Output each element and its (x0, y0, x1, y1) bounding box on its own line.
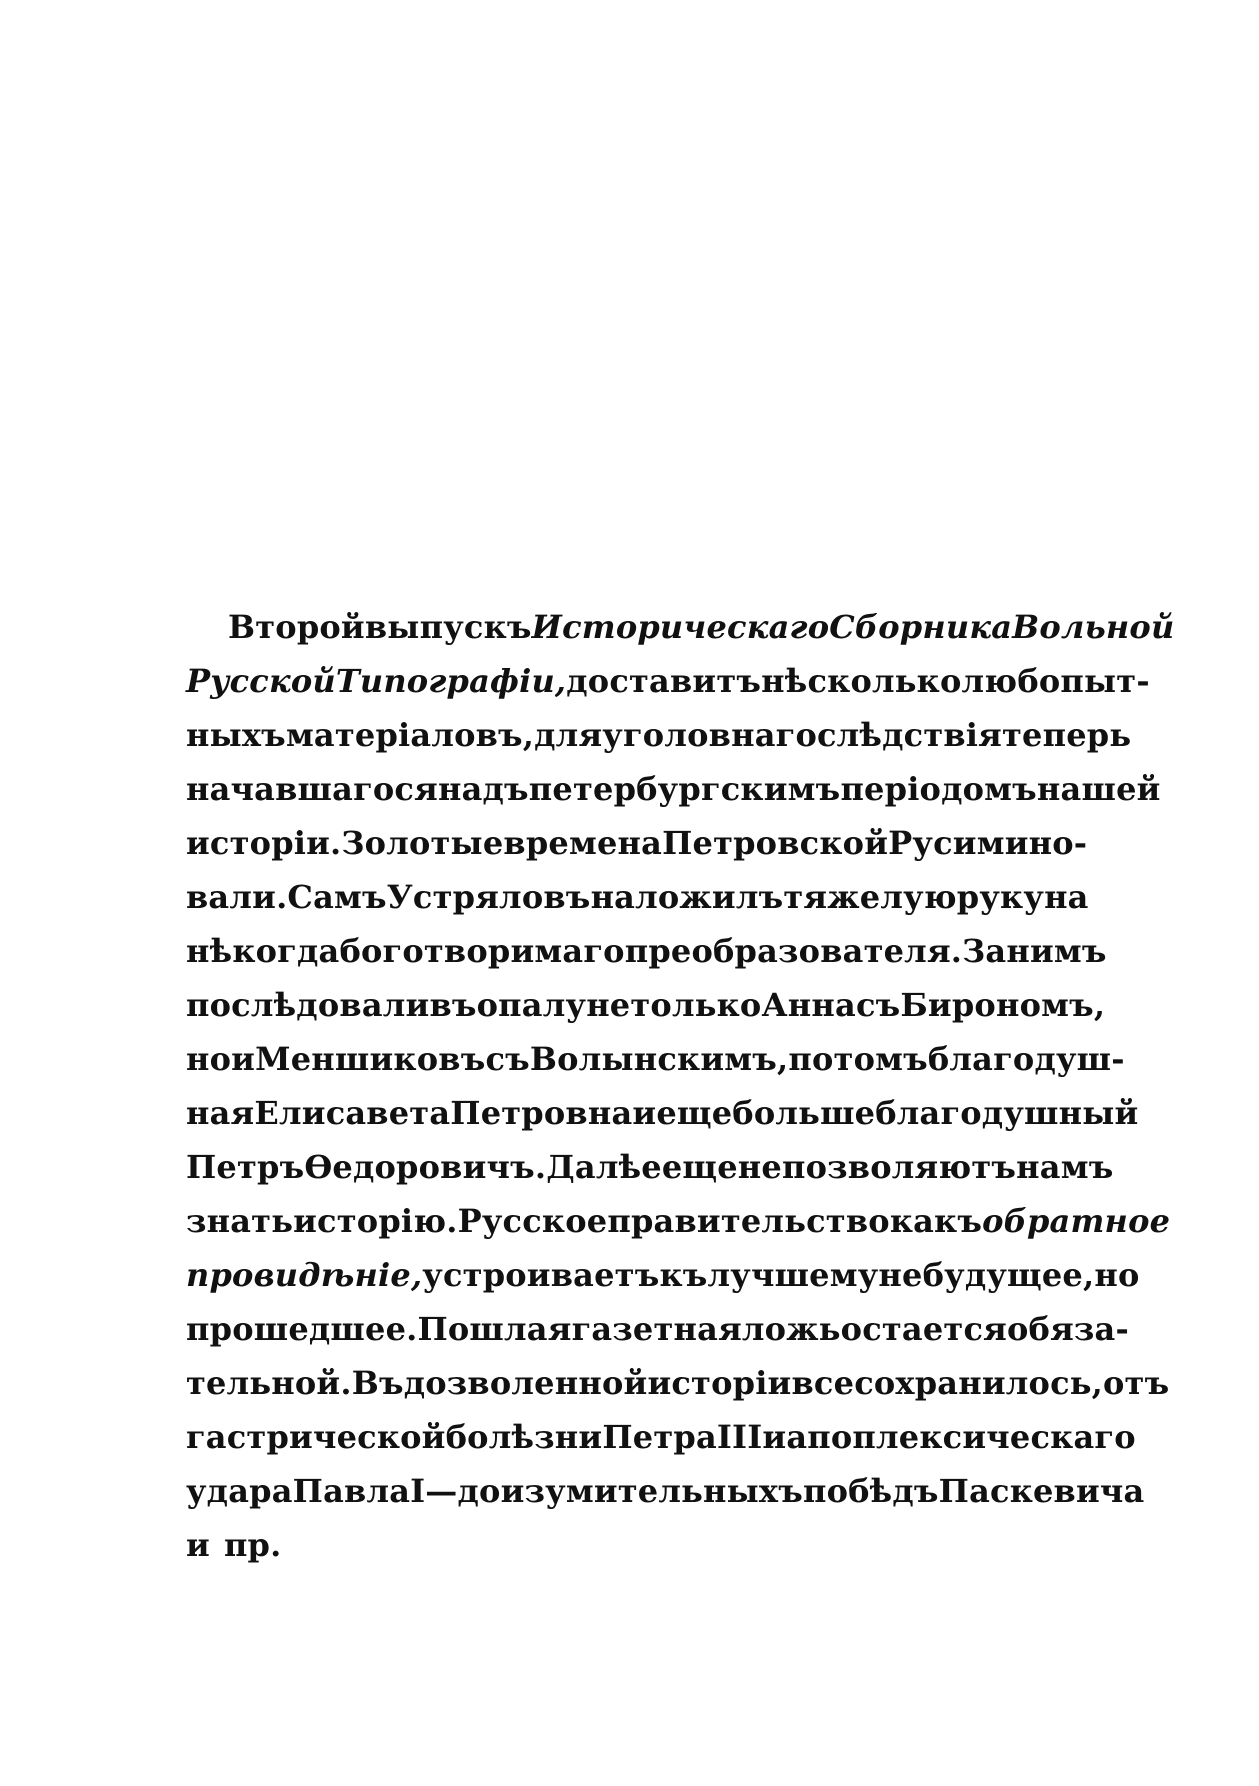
italic-word: Вольной (1012, 608, 1175, 646)
word: періодомъ (840, 770, 1037, 808)
italic-word: обратное (982, 1202, 1171, 1240)
word: какъ (889, 1202, 983, 1240)
word: не (737, 1148, 782, 1186)
text-line (186, 1302, 1129, 1356)
word: Пошлая (417, 1310, 572, 1348)
word: апоплексическаго (786, 1418, 1136, 1456)
word: Самъ (287, 878, 387, 916)
word: Ѳедоровичъ. (304, 1148, 547, 1186)
word: въ (429, 986, 477, 1024)
word: нашей (1036, 770, 1161, 808)
italic-word: Типографіи, (335, 662, 567, 700)
italic-word: Историческаго (531, 608, 830, 646)
word: нѣсколько (761, 662, 962, 700)
word: обяза- (1006, 1310, 1129, 1348)
word: Далѣе (546, 1148, 662, 1186)
word: нимъ (1006, 932, 1107, 970)
text-line (186, 708, 1132, 762)
italic-word: Сборника (829, 608, 1013, 646)
word: и (186, 1526, 210, 1564)
word: Въ (351, 1364, 404, 1402)
word: ложь (741, 1310, 841, 1348)
word: матеріаловъ, (285, 716, 535, 754)
word: но (1094, 1256, 1140, 1294)
word: потомъ (788, 1040, 928, 1078)
italic-word: провидѣніе, (186, 1256, 423, 1294)
word: еще (661, 1148, 738, 1186)
word: Паскевича (938, 1472, 1145, 1510)
word: боготворимаго (339, 932, 625, 970)
word: побѣдъ (802, 1472, 939, 1510)
word: прошедшее. (186, 1310, 418, 1348)
text-line (186, 654, 1150, 708)
word: Второй (228, 608, 365, 646)
word: намъ (1016, 1148, 1114, 1186)
word: газетная (571, 1310, 742, 1348)
word: устроиваетъ (422, 1256, 660, 1294)
word: руку (956, 878, 1045, 916)
word: Меншиковъ (255, 1040, 486, 1078)
text-line (186, 870, 1089, 924)
text-line (186, 1356, 1170, 1410)
word: исторію. (293, 1202, 458, 1240)
word: Бирономъ, (900, 986, 1106, 1024)
italic-word: Русской (186, 662, 336, 700)
word: Золотые (341, 824, 504, 862)
word: ныхъ (186, 716, 286, 754)
word: позволяютъ (781, 1148, 1017, 1186)
word: доставитъ (566, 662, 762, 700)
word: опалу (476, 986, 587, 1024)
word: и (231, 1040, 256, 1078)
word: начавшагося (186, 770, 438, 808)
word: вали. (186, 878, 288, 916)
text-line (186, 762, 1161, 816)
word: отъ (1103, 1364, 1170, 1402)
word: не (878, 1256, 923, 1294)
word: ная (186, 1094, 255, 1132)
word: Петра (602, 1418, 717, 1456)
word: съ (855, 986, 901, 1024)
word: тяжелую (783, 878, 957, 916)
word: правительство (607, 1202, 890, 1240)
text-line (186, 1140, 1114, 1194)
word: будущее, (922, 1256, 1095, 1294)
text-line (186, 924, 1107, 978)
word: и (762, 1418, 787, 1456)
word: изумительныхъ (500, 1472, 803, 1510)
word: сохранилось, (854, 1364, 1104, 1402)
word: времена (503, 824, 663, 862)
word: остается (840, 1310, 1007, 1348)
word: на (1044, 878, 1089, 916)
paragraph (186, 600, 1175, 1572)
word: III (716, 1418, 763, 1456)
word: и (632, 1094, 657, 1132)
text-line (186, 1248, 1140, 1302)
text-line (186, 1194, 1171, 1248)
word: для (534, 716, 603, 754)
word: болѣзни (445, 1418, 603, 1456)
word: слѣдствія (816, 716, 1003, 754)
word: благодушный (875, 1094, 1139, 1132)
word: дозволенной (403, 1364, 648, 1402)
word: выпускъ (364, 608, 532, 646)
word: больше (732, 1094, 876, 1132)
word: За (962, 932, 1007, 970)
text-line (186, 816, 1088, 870)
word: Павла (292, 1472, 411, 1510)
word: Петровна (450, 1094, 633, 1132)
word: Руси (888, 824, 977, 862)
text-line (186, 978, 1106, 1032)
word: I—до (410, 1472, 501, 1510)
word: только (630, 986, 762, 1024)
word: исторіи. (186, 824, 342, 862)
word: удара (186, 1472, 293, 1510)
text-line (186, 600, 1175, 654)
word: съ (485, 1040, 530, 1078)
word: пр. (223, 1526, 282, 1564)
word: все (791, 1364, 855, 1402)
word: Волынскимъ, (529, 1040, 789, 1078)
word: Русское (457, 1202, 608, 1240)
word: но (186, 1040, 232, 1078)
word: Елисавета (254, 1094, 451, 1132)
text-line (186, 1032, 1125, 1086)
word: теперь (1002, 716, 1132, 754)
word: Петровской (662, 824, 889, 862)
word: благодуш- (927, 1040, 1125, 1078)
text-line (186, 1086, 1139, 1140)
word: исторіи (647, 1364, 792, 1402)
word: гастрической (186, 1418, 446, 1456)
word: тельной. (186, 1364, 352, 1402)
text-line (186, 1518, 1066, 1572)
word: уголовнаго (602, 716, 817, 754)
text-line (186, 1464, 1145, 1518)
word: петербургскимъ (528, 770, 841, 808)
word: Анна (761, 986, 856, 1024)
word: наложилъ (590, 878, 784, 916)
word: къ (659, 1256, 708, 1294)
word: мино- (976, 824, 1088, 862)
word: преобразователя. (624, 932, 963, 970)
word: послѣдовали (186, 986, 430, 1024)
word: знать (186, 1202, 294, 1240)
word: еще (656, 1094, 733, 1132)
word: Устряловъ (386, 878, 591, 916)
text-line (186, 1410, 1136, 1464)
word: не (586, 986, 631, 1024)
word: нѣкогда (186, 932, 340, 970)
word: любопыт- (961, 662, 1150, 700)
word: лучшему (707, 1256, 879, 1294)
word: надъ (437, 770, 529, 808)
word: Петръ (186, 1148, 305, 1186)
